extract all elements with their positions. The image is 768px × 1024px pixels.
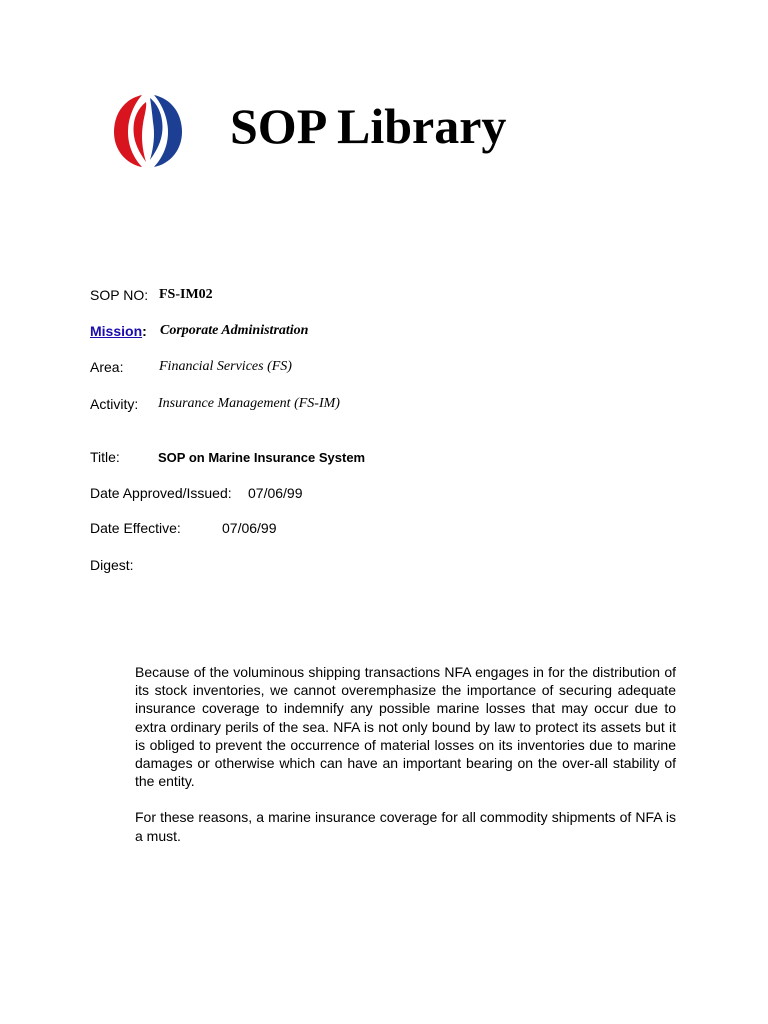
- digest-label: Digest:: [90, 557, 134, 573]
- date-approved-label: Date Approved/Issued:: [90, 485, 232, 501]
- activity-label: Activity:: [90, 396, 139, 412]
- sop-no-value: FS-IM02: [159, 287, 213, 302]
- digest-paragraph: Because of the voluminous shipping transactions NFA engages in for the distribution of its stock inventories, we cannot overemphasize the importance of securing adequate insurance coverage to indemnify any possible marine losses that may occur due to extra ordinary perils of the sea. NFA is not only bound by law to protect its assets but it is obliged to prevent the occurrence of material losses on its inventories due to marine damages or otherwise which can have an important bearing on the over-all stability of the entity.: [135, 664, 676, 790]
- date-approved-value: 07/06/99: [248, 485, 303, 501]
- date-approved-row: [90, 484, 303, 502]
- digest-paragraph: For these reasons, a marine insurance coverage for all commodity shipments of NFA is a must.: [135, 809, 676, 844]
- mission-colon: :: [142, 323, 147, 339]
- activity-value: Insurance Management (FS-IM): [158, 396, 340, 411]
- area-label: Area:: [90, 359, 124, 375]
- digest-body: [135, 663, 676, 863]
- title-row: [90, 448, 366, 466]
- page-title: SOP Library: [230, 98, 507, 154]
- date-effective-value: 07/06/99: [222, 520, 277, 536]
- mission-row: [90, 322, 309, 340]
- date-effective-row: [90, 519, 277, 537]
- title-value: SOP on Marine Insurance System: [158, 450, 366, 465]
- digest-row: [90, 556, 134, 574]
- sop-no-label: SOP NO:: [90, 287, 149, 303]
- red-blue-leaf-logo-icon: [112, 92, 184, 168]
- date-effective-label: Date Effective:: [90, 520, 181, 536]
- title-label: Title:: [90, 449, 120, 465]
- area-row: [90, 358, 292, 376]
- mission-value: Corporate Administration: [160, 323, 309, 338]
- sop-no-row: [90, 286, 213, 304]
- activity-row: [90, 395, 340, 413]
- area-value: Financial Services (FS): [159, 359, 292, 374]
- mission-link[interactable]: Mission: [90, 323, 143, 339]
